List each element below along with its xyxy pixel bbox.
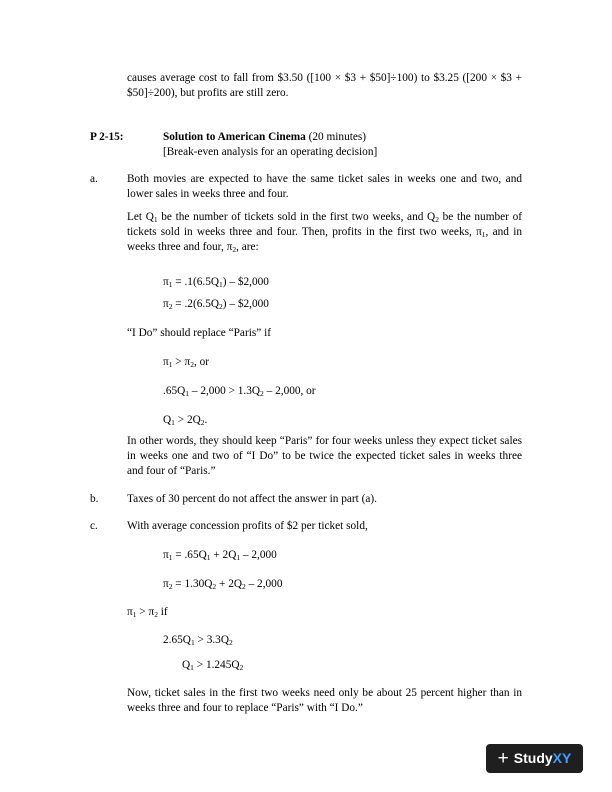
part-a-equation-1: $\pi_1 = .1(6.5Q_1)$ – $2,000 (163, 276, 269, 289)
part-c-equation-2: $\pi_2 = 1.30Q_2 + 2Q_2 - 2,000$ (163, 578, 283, 591)
part-b-text: Taxes of 30 percent do not affect the answer in part (a). (127, 493, 377, 505)
part-b-label: b. (90, 493, 99, 505)
logo-study-text: Study (513, 750, 553, 766)
intro-paragraph: causes average cost to fall from $3.50 ([100 × $3 + $50]÷100) to $3.25 ([200 × $3 + $50]÷200), but profits are still zero. (127, 72, 522, 99)
part-a-paragraph-2: Let $Q_1$ be the number of tickets sold in the first two weeks, and $Q_2$ be the number of tickets sold in weeks three and four. Then, profits in the first two weeks, $\pi_1$, and in weeks three and four, $\pi_2$, are: (127, 211, 523, 254)
part-c-inequality-1: $2.65Q_1 > 3.3Q_2$ (163, 634, 233, 647)
problem-heading (163, 130, 366, 145)
problem-title: Solution to American Cinema (163, 131, 306, 143)
part-a-condition-1: $\pi_1 > \pi_2$, or (163, 356, 210, 369)
problem-subtitle: [Break-even analysis for an operating decision] (163, 146, 378, 158)
problem-number: P 2-15: (90, 131, 124, 143)
plus-icon: + (497, 748, 509, 769)
problem-duration: (20 minutes) (308, 131, 367, 143)
part-a-conclusion: In other words, they should keep “Paris” for four weeks unless they expect ticket sales in weeks one and two of “I Do” to be twice the expected ticket sales in weeks three and four of “Paris.” (127, 435, 522, 477)
part-c-inequality-2: $Q_1 > 1.245Q_2$ (182, 659, 244, 672)
logo-xy-text: XY (552, 750, 572, 766)
part-a-condition-2: $.65Q_1 - 2,000 > 1.3Q_2 - 2,000$, or (163, 385, 316, 398)
part-a-paragraph-1: Both movies are expected to have the same ticket sales in weeks one and two, and lower sales in weeks three and four. (127, 173, 522, 200)
part-a-replace-text: “I Do” should replace “Paris” if (127, 327, 271, 339)
part-c-label: c. (90, 520, 98, 532)
part-c-equation-1: $\pi_1 = .65Q_1 + 2Q_1 - 2,000$ (163, 549, 277, 562)
studyxy-logo (486, 744, 583, 773)
part-c-condition: $\pi_1 > \pi_2$ if (127, 606, 168, 619)
part-a-condition-3: $Q_1 > 2Q_2$. (163, 414, 208, 427)
part-a-equation-2: $\pi_2 = .2(6.5Q_2)$ – $2,000 (163, 298, 269, 311)
part-c-intro: With average concession profits of $2 per ticket sold, (127, 520, 368, 532)
part-a-label: a. (90, 173, 98, 185)
part-c-conclusion: Now, ticket sales in the first two weeks need only be about 25 percent higher than in weeks three and four to replace “Paris” with “I Do.” (127, 687, 522, 714)
